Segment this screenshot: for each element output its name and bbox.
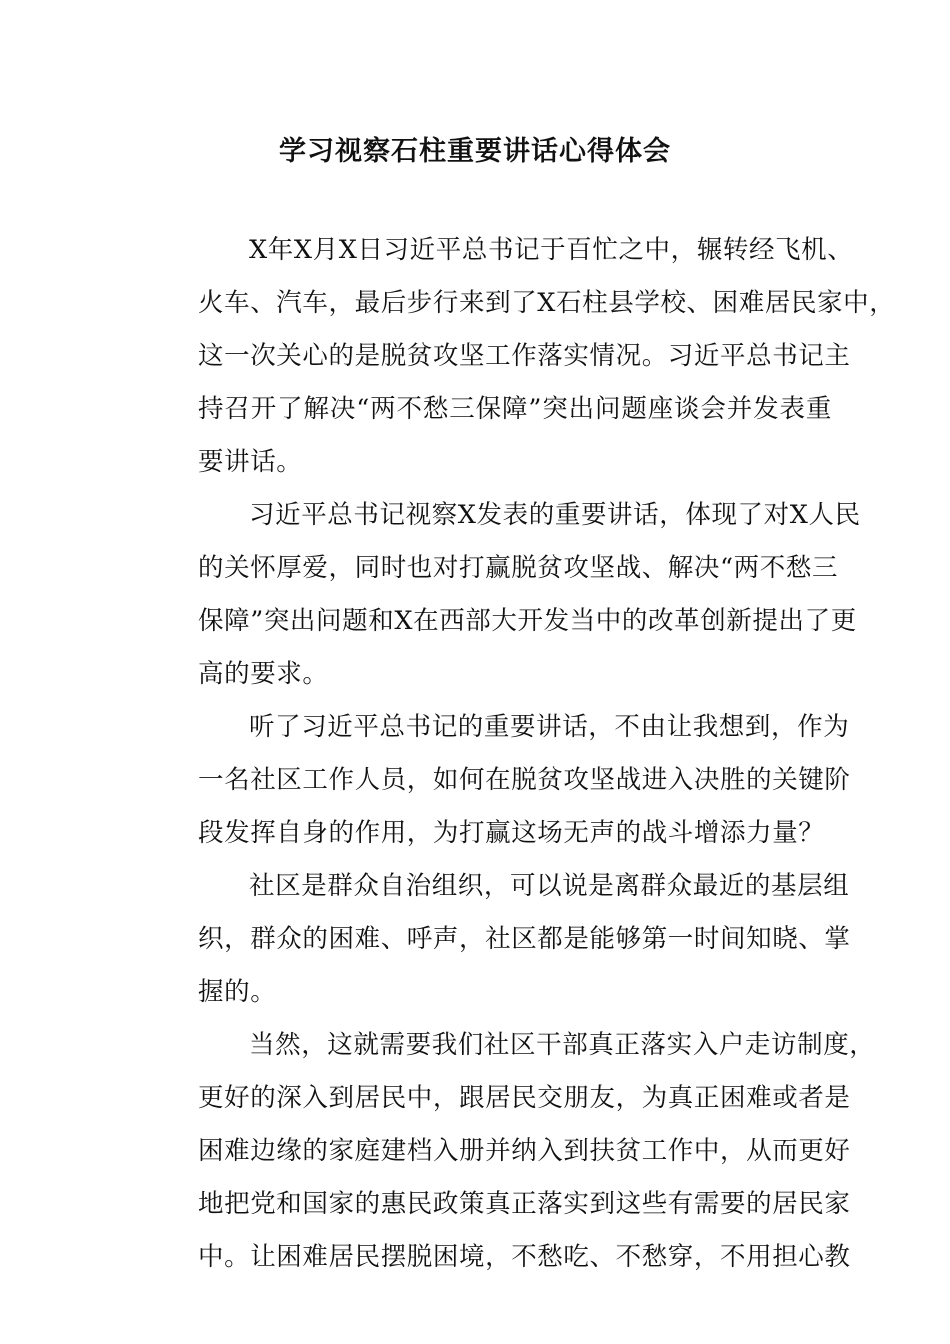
text-line: 握的。 bbox=[198, 977, 277, 1007]
document-title: 学习视察石柱重要讲话心得体会 bbox=[279, 136, 671, 167]
text-line: 段发挥自身的作用，为打赢这场无声的战斗增添力量？ bbox=[198, 818, 825, 848]
paragraph-2 bbox=[147, 495, 861, 707]
document-body bbox=[147, 230, 896, 1290]
paragraph-1 bbox=[147, 230, 896, 495]
text-line: 习近平总书记视察X发表的重要讲话，体现了对X人民 bbox=[249, 500, 861, 530]
text-line: 地把党和国家的惠民政策真正落实到这些有需要的居民家 bbox=[198, 1189, 851, 1219]
text-line: 保障”突出问题和X在西部大开发当中的改革创新提出了更 bbox=[198, 606, 857, 636]
text-line: X年X月X日习近平总书记于百忙之中，辗转经飞机、 bbox=[249, 235, 854, 265]
text-line: 的关怀厚爱，同时也对打赢脱贫攻坚战、解决“两不愁三 bbox=[198, 553, 839, 583]
text-line: 织，群众的困难、呼声，社区都是能够第一时间知晓、掌 bbox=[198, 924, 851, 954]
paragraph-5 bbox=[147, 1025, 876, 1290]
paragraph-3 bbox=[147, 707, 851, 866]
text-line: 困难边缘的家庭建档入册并纳入到扶贫工作中，从而更好 bbox=[198, 1136, 851, 1166]
text-line: 要讲话。 bbox=[198, 447, 303, 477]
text-line: 持召开了解决“两不愁三保障”突出问题座谈会并发表重 bbox=[198, 394, 832, 424]
text-line: 这一次关心的是脱贫攻坚工作落实情况。习近平总书记主 bbox=[198, 341, 851, 371]
text-line: 听了习近平总书记的重要讲话，不由让我想到，作为 bbox=[249, 712, 850, 742]
text-line: 更好的深入到居民中，跟居民交朋友，为真正困难或者是 bbox=[198, 1083, 851, 1113]
text-line: 一名社区工作人员，如何在脱贫攻坚战进入决胜的关键阶 bbox=[198, 765, 851, 795]
text-line: 当然，这就需要我们社区干部真正落实入户走访制度， bbox=[249, 1030, 876, 1060]
paragraph-4 bbox=[147, 866, 851, 1025]
text-line: 中。让困难居民摆脱困境，不愁吃、不愁穿，不用担心教 bbox=[198, 1242, 851, 1272]
text-line: 火车、汽车，最后步行来到了X石柱县学校、困难居民家中， bbox=[198, 288, 896, 318]
text-line: 高的要求。 bbox=[198, 659, 329, 689]
text-line: 社区是群众自治组织，可以说是离群众最近的基层组 bbox=[249, 871, 850, 901]
